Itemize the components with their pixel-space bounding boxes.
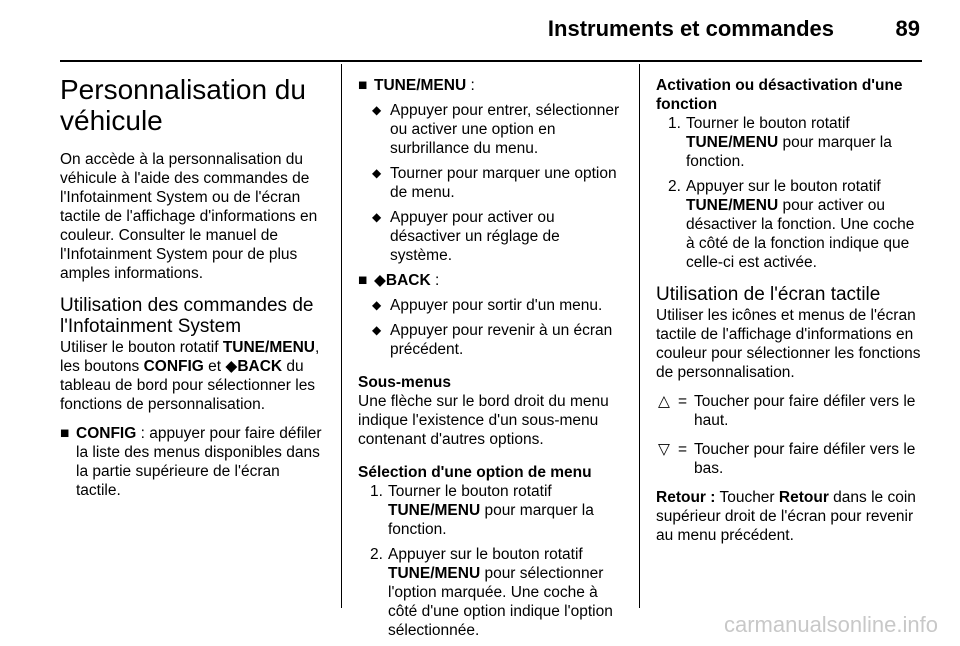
header-rule bbox=[60, 60, 922, 62]
list-item: ◆ Appuyer pour activer ou désactiver un réglage de système. bbox=[372, 209, 560, 264]
tune-menu-bullet: ■ TUNE/MENU : bbox=[358, 77, 475, 94]
column-divider-2 bbox=[639, 64, 640, 608]
list-item: ◆ Appuyer pour sortir d'un menu. bbox=[372, 297, 603, 314]
touchscreen-paragraph: Utiliser les icônes et menus de l'écran tactile de l'affichage d'informations en couleur pour sélectionner les fonctions de personnalisation. bbox=[656, 307, 921, 381]
section-heading: Personnalisation du véhicule bbox=[60, 74, 306, 136]
column-2 bbox=[358, 76, 624, 646]
intro-paragraph: On accède à la personnalisation du véhicule à l'aide des commandes de l'Infotainment System ou de l'écran tactile de l'affichage d'informations en couleur. Consulter le manuel de l'Infotainment System pour de plus amples informations. bbox=[60, 151, 318, 282]
submenus-paragraph: Une flèche sur le bord droit du menu indique l'existence d'un sous-menu contenant d'autres options. bbox=[358, 393, 609, 448]
watermark: carmanualsonline.info bbox=[723, 612, 938, 637]
scroll-down-icon: ▽ bbox=[658, 441, 670, 458]
controls-paragraph: Utiliser le bouton rotatif TUNE/MENU, les boutons CONFIG et ◆BACK du tableau de bord pour sélectionner les fonctions de personnalisation. bbox=[60, 339, 320, 413]
back-arrow-icon: ◆ bbox=[374, 272, 386, 289]
activation-heading: Activation ou désactivation d'une fonction bbox=[656, 77, 903, 113]
step-item: 2. Appuyer sur le bouton rotatif TUNE/MENU pour sélectionner l'option marquée. Une coche à côté d'une option indique l'option sélectionnée. bbox=[370, 546, 613, 639]
page-number: 89 bbox=[895, 16, 920, 41]
select-option-heading: Sélection d'une option de menu bbox=[358, 464, 592, 481]
step-item: 1. Tourner le bouton rotatif TUNE/MENU pour marquer la fonction. bbox=[370, 483, 594, 538]
column-divider-1 bbox=[341, 64, 342, 608]
back-bullet: ■ ◆BACK : bbox=[358, 272, 440, 289]
config-bullet: ■ CONFIG : appuyer pour faire défiler la liste des menus disponibles dans la partie supérieure de l'écran tactile. bbox=[60, 425, 322, 499]
subsection-heading-controls: Utilisation des commandes de l'Infotainment System bbox=[60, 295, 314, 337]
column-3 bbox=[656, 76, 922, 555]
scroll-up-definition: △ = Toucher pour faire défiler vers le haut. bbox=[658, 393, 916, 429]
running-header-title: Instruments et commandes bbox=[547, 16, 834, 41]
scroll-down-definition: ▽ = Toucher pour faire défiler vers le bas. bbox=[658, 441, 916, 477]
list-item: ◆ Appuyer pour entrer, sélectionner ou activer une option en surbrillance du menu. bbox=[372, 102, 620, 157]
column-1 bbox=[60, 66, 326, 506]
retour-paragraph: Retour : Toucher Retour dans le coin supérieur droit de l'écran pour revenir au menu précédent. bbox=[656, 489, 916, 544]
step-item: 2. Appuyer sur le bouton rotatif TUNE/MENU pour activer ou désactiver la fonction. Une coche à côté de la fonction indique que celle-ci est activée. bbox=[668, 178, 915, 271]
list-item: ◆ Appuyer pour revenir à un écran précédent. bbox=[372, 322, 613, 358]
scroll-up-icon: △ bbox=[658, 393, 670, 410]
submenus-heading: Sous-menus bbox=[358, 374, 452, 391]
step-item: 1. Tourner le bouton rotatif TUNE/MENU pour marquer la fonction. bbox=[668, 115, 892, 170]
back-arrow-icon: ◆ bbox=[225, 358, 238, 375]
subsection-heading-touchscreen: Utilisation de l'écran tactile bbox=[656, 284, 881, 305]
list-item: ◆ Tourner pour marquer une option de menu. bbox=[372, 165, 617, 201]
